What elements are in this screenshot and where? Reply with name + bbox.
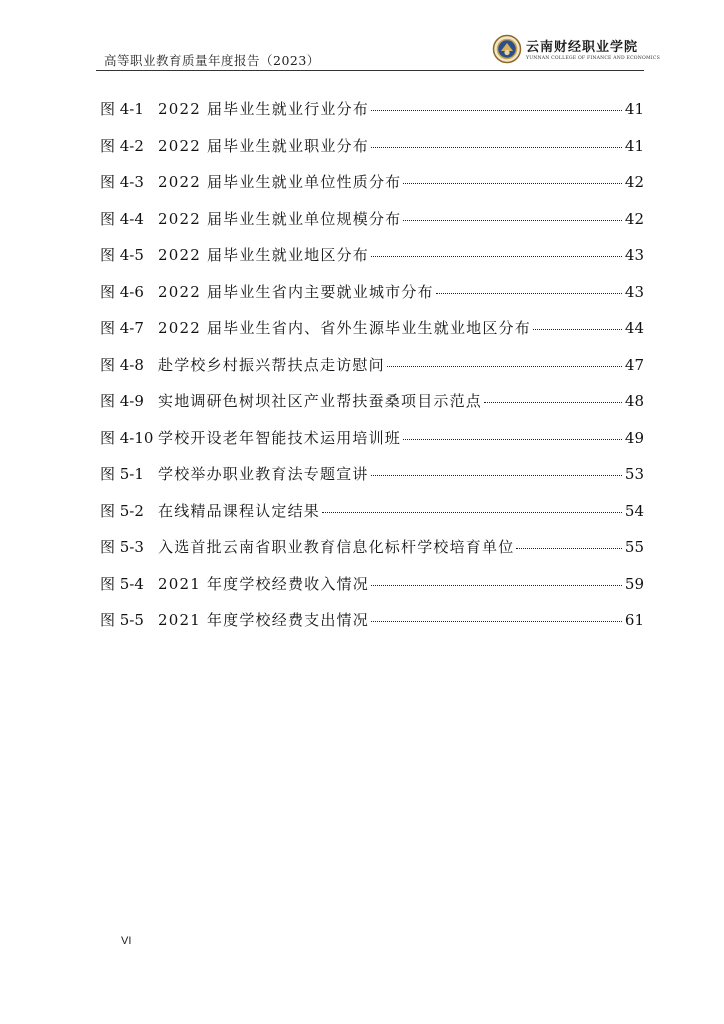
figure-title: 2022 届毕业生就业行业分布: [158, 100, 369, 118]
page-reference: 41: [624, 136, 644, 155]
figure-title: 2021 年度学校经费收入情况: [158, 574, 369, 593]
page-reference: 55: [624, 538, 644, 556]
figure-title: 实地调研色树坝社区产业帮扶蚕桑项目示范点: [158, 392, 483, 410]
figure-number: 图 4-5: [100, 246, 144, 264]
figure-number: 图 5-4: [100, 574, 144, 593]
toc-entry[interactable]: [100, 390, 644, 427]
figure-title: 赴学校乡村振兴帮扶点走访慰问: [158, 355, 385, 374]
page-number: VI: [121, 935, 132, 947]
figure-title: 2022 届毕业生就业单位规模分布: [158, 209, 402, 228]
figure-number: 图 4-2: [100, 136, 144, 155]
figure-title: 2022 届毕业生就业地区分布: [158, 246, 369, 264]
figure-number: 图 4-1: [100, 100, 144, 118]
figure-number: 图 5-5: [100, 611, 144, 629]
figure-number: 图 5-3: [100, 538, 144, 556]
dot-leader: [403, 439, 622, 440]
dot-leader: [371, 110, 622, 111]
figure-number: 图 4-7: [100, 319, 144, 337]
college-emblem-icon: [492, 34, 522, 64]
dot-leader: [436, 293, 622, 294]
toc-entry[interactable]: [100, 573, 644, 610]
figure-number: 图 4-9: [100, 392, 144, 410]
page-reference: 48: [624, 392, 644, 410]
page-reference: 59: [624, 574, 644, 593]
figure-title: 学校举办职业教育法专题宣讲: [158, 465, 369, 483]
toc-entry[interactable]: [100, 135, 644, 172]
dot-leader: [371, 621, 622, 622]
dot-leader: [371, 475, 622, 476]
figure-number: 图 5-2: [100, 501, 144, 520]
page-reference: 43: [624, 246, 644, 264]
college-logo: [492, 34, 660, 66]
figure-title: 2022 届毕业生省内、省外生源毕业生就业地区分布: [158, 319, 531, 337]
dot-leader: [403, 183, 622, 184]
header-title: 高等职业教育质量年度报告（2023）: [104, 53, 320, 68]
toc-entry[interactable]: [100, 208, 644, 245]
figure-number: 图 5-1: [100, 465, 144, 483]
toc-entry[interactable]: [100, 609, 644, 646]
figure-list: [100, 98, 644, 646]
header-divider: [96, 70, 644, 71]
toc-entry[interactable]: [100, 463, 644, 500]
toc-entry[interactable]: [100, 98, 644, 135]
figure-number: 图 4-6: [100, 282, 144, 301]
logo-chinese-name: 云南财经职业学院: [526, 40, 639, 55]
toc-entry[interactable]: [100, 317, 644, 354]
page-reference: 44: [624, 319, 644, 337]
page-reference: 53: [624, 465, 644, 483]
page-reference: 49: [624, 428, 644, 447]
figure-number: 图 4-10: [100, 428, 154, 447]
toc-entry[interactable]: [100, 500, 644, 537]
figure-number: 图 4-8: [100, 355, 144, 374]
dot-leader: [387, 366, 622, 367]
page-reference: 61: [624, 611, 644, 629]
page-reference: 54: [624, 501, 644, 520]
dot-leader: [516, 548, 622, 549]
figure-title: 2022 届毕业生就业单位性质分布: [158, 173, 402, 191]
page-reference: 41: [624, 100, 644, 118]
page-reference: 42: [624, 173, 644, 191]
page-reference: 47: [624, 355, 644, 374]
dot-leader: [322, 512, 622, 513]
page-header: [96, 28, 660, 70]
figure-title: 2022 届毕业生省内主要就业城市分布: [158, 282, 434, 301]
toc-entry[interactable]: [100, 536, 644, 573]
dot-leader: [371, 585, 622, 586]
figure-number: 图 4-4: [100, 209, 144, 228]
dot-leader: [403, 220, 622, 221]
figure-title: 在线精品课程认定结果: [158, 501, 321, 520]
toc-entry[interactable]: [100, 171, 644, 208]
figure-title: 入选首批云南省职业教育信息化标杆学校培育单位: [158, 538, 515, 556]
figure-title: 2022 届毕业生就业职业分布: [158, 136, 369, 155]
page-reference: 42: [624, 209, 644, 228]
page-reference: 43: [624, 282, 644, 301]
toc-entry[interactable]: [100, 244, 644, 281]
dot-leader: [371, 147, 622, 148]
figure-title: 学校开设老年智能技术运用培训班: [158, 428, 402, 447]
dot-leader: [484, 402, 622, 403]
toc-entry[interactable]: [100, 427, 644, 464]
figure-number: 图 4-3: [100, 173, 144, 191]
figure-title: 2021 年度学校经费支出情况: [158, 611, 369, 629]
logo-english-name: YUNNAN COLLEGE OF FINANCE AND ECONOMICS: [526, 56, 660, 61]
dot-leader: [371, 256, 622, 257]
toc-entry[interactable]: [100, 281, 644, 318]
toc-entry[interactable]: [100, 354, 644, 391]
dot-leader: [533, 329, 622, 330]
